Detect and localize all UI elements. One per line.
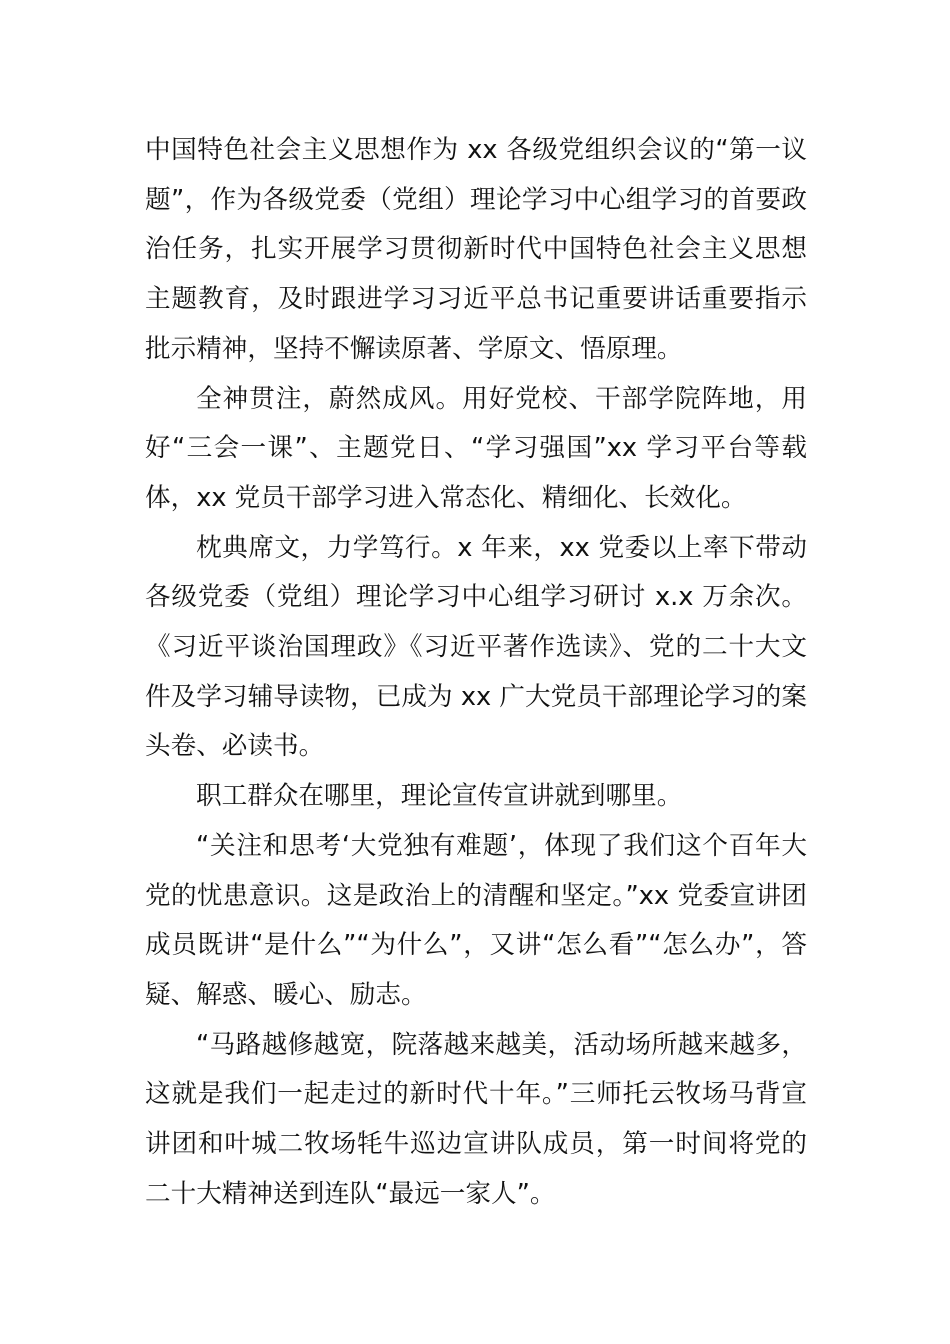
paragraph-outreach-intro: 职工群众在哪里，理论宣传宣讲就到哪里。 xyxy=(196,781,683,812)
paragraph-continuation: 中国特色社会主义思想作为 xx 各级党组织会议的“第一议题”，作为各级党委（党组）理论学习中心组学习的首要政治任务，扎实开展学习贯彻新时代中国特色社会主义思想主题教育，及时跟进学习习近平总书记重要讲话重要指示批示精神，坚持不懈读原著、学原文、悟原理。 xyxy=(145,135,807,364)
paragraph-study-platforms: 全神贯注，蔚然成风。用好党校、干部学院阵地，用好“三会一课”、主题党日、“学习强国”xx 学习平台等载体，xx 党员干部学习进入常态化、精细化、长效化。 xyxy=(145,383,807,513)
document-body xyxy=(145,126,807,1219)
paragraph-border-outreach: “马路越修越宽，院落越来越美，活动场所越来越多，这就是我们一起走过的新时代十年。”三师托云牧场马背宣讲团和叶城二牧场牦牛巡边宣讲队成员，第一时间将党的二十大精神送到连队“最远一家人”。 xyxy=(145,1029,807,1209)
paragraph-study-sessions: 枕典席文，力学笃行。x 年来，xx 党委以上率下带动各级党委（党组）理论学习中心组学习研讨 x.x 万余次。《习近平谈治国理政》《习近平著作选读》、党的二十大文件及学习辅导读物，已成为 xx 广大党员干部理论学习的案头卷、必读书。 xyxy=(145,532,807,762)
paragraph-lecture-team: “关注和思考‘大党独有难题’，体现了我们这个百年大党的忧患意识。这是政治上的清醒和坚定。”xx 党委宣讲团成员既讲“是什么”“为什么”，又讲“怎么看”“怎么办”，答疑、解惑、暖心、励志。 xyxy=(145,830,807,1010)
